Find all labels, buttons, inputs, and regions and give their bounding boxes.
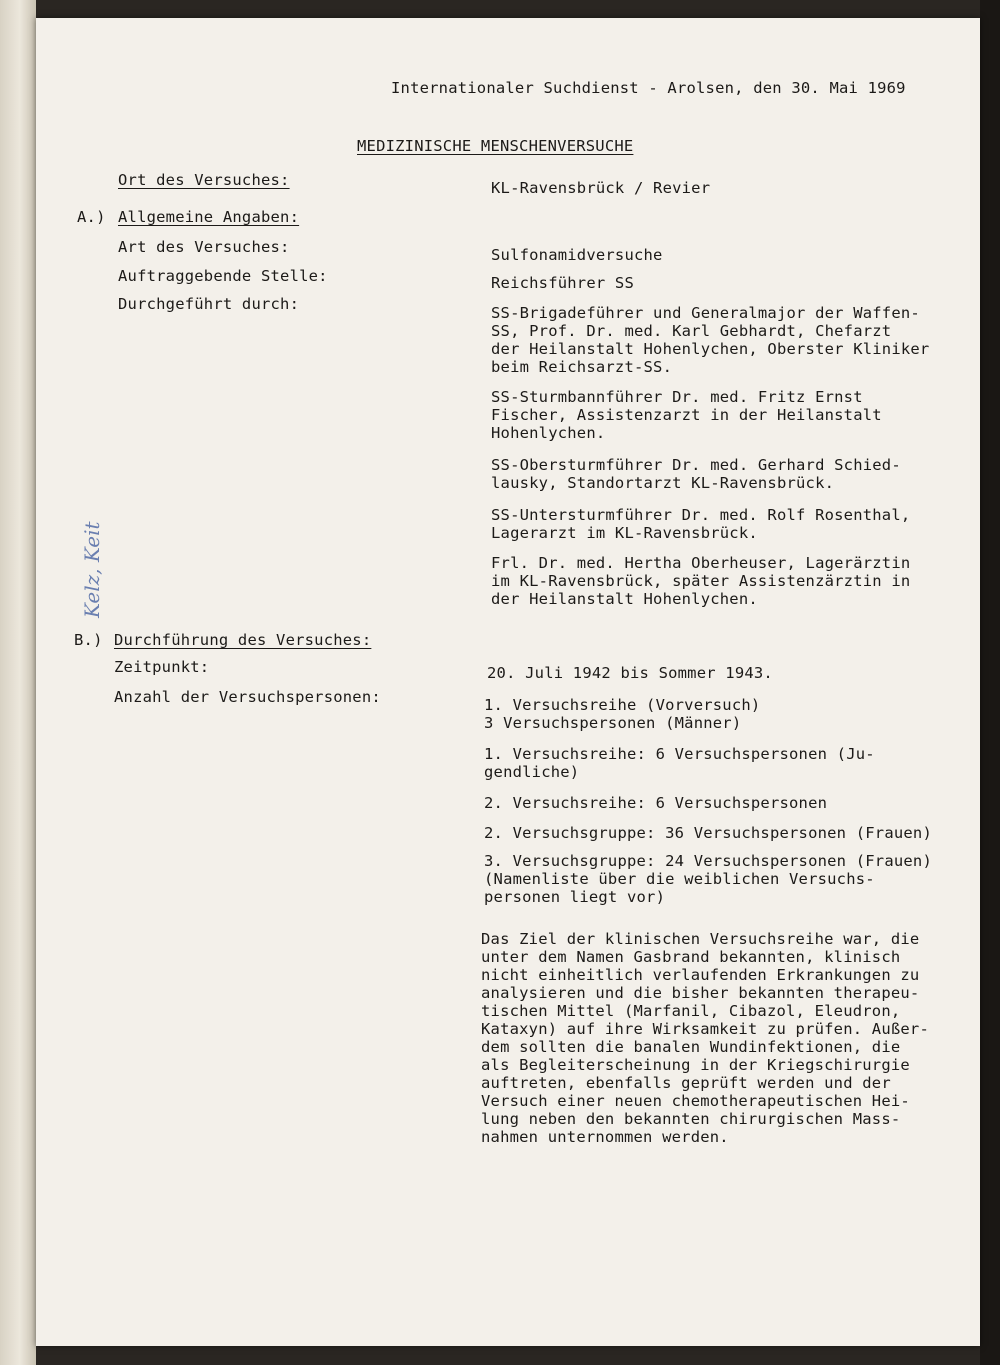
text-line: auftreten, ebenfalls geprüft werden und der (481, 1074, 891, 1092)
text-line: Kataxyn) auf ihre Wirksamkeit zu prüfen. Außer- (481, 1020, 929, 1038)
text-line: (Namenliste über die weiblichen Versuchs- (484, 870, 875, 888)
text-line: lung neben den bekannten chirurgischen Mass- (481, 1110, 901, 1128)
text-line: nicht einheitlich verlaufenden Erkrankungen zu (481, 966, 920, 984)
text-line: SS-Brigadeführer und Generalmajor der Waffen- (491, 304, 920, 322)
text-line: Hohenlychen. (491, 424, 606, 442)
text-line: dem sollten die banalen Wundinfektionen, die (481, 1038, 901, 1056)
section-a-marker: A.) (77, 208, 106, 226)
text-line: der Heilanstalt Hohenlychen, Oberster Kliniker (491, 340, 930, 358)
performed-by-label: Durchgeführt durch: (118, 295, 300, 313)
text-line: SS-Untersturmführer Dr. med. Rolf Rosenthal, (491, 506, 911, 524)
margin-handwriting: Kelz, Keit (80, 521, 104, 618)
header-org-date: Internationaler Suchdienst - Arolsen, den 30. Mai 1969 (391, 79, 906, 97)
text-line: im KL-Ravensbrück, später Assistenzärztin in (491, 572, 911, 590)
document-title: MEDIZINISCHE MENSCHENVERSUCHE (357, 137, 634, 155)
text-line: SS, Prof. Dr. med. Karl Gebhardt, Chefarzt (491, 322, 892, 340)
text-line: Lagerarzt im KL-Ravensbrück. (491, 524, 758, 542)
location-value: KL-Ravensbrück / Revier (491, 179, 711, 197)
type-label: Art des Versuches: (118, 238, 290, 256)
section-b-heading: Durchführung des Versuches: (114, 631, 372, 649)
text-line: der Heilanstalt Hohenlychen. (491, 590, 758, 608)
section-a-heading: Allgemeine Angaben: (118, 208, 300, 226)
text-line: personen liegt vor) (484, 888, 666, 906)
commissioner-value: Reichsführer SS (491, 274, 634, 292)
text-line: 2. Versuchsreihe: 6 Versuchspersonen (484, 794, 828, 812)
type-value: Sulfonamidversuche (491, 246, 663, 264)
text-line: analysieren und die bisher bekannten therapeu- (481, 984, 920, 1002)
text-line: 1. Versuchsreihe: 6 Versuchspersonen (Ju- (484, 745, 875, 763)
text-line: 3 Versuchspersonen (Männer) (484, 714, 742, 732)
text-line: Fischer, Assistenzarzt in der Heilanstalt (491, 406, 882, 424)
text-line: nahmen unternommen werden. (481, 1128, 729, 1146)
text-line: lausky, Standortarzt KL-Ravensbrück. (491, 474, 835, 492)
time-label: Zeitpunkt: (114, 658, 210, 676)
text-line: 2. Versuchsgruppe: 36 Versuchspersonen (Frauen) (484, 824, 932, 842)
text-line: 3. Versuchsgruppe: 24 Versuchspersonen (Frauen) (484, 852, 932, 870)
section-b-marker: B.) (74, 631, 103, 649)
text-line: als Begleiterscheinung in der Kriegschirurgie (481, 1056, 910, 1074)
text-line: Frl. Dr. med. Hertha Oberheuser, Lagerärztin (491, 554, 911, 572)
text-line: gendliche) (484, 763, 580, 781)
text-line: Versuch einer neuen chemotherapeutischen Hei- (481, 1092, 910, 1110)
count-label: Anzahl der Versuchspersonen: (114, 688, 381, 706)
binding-strip (0, 0, 36, 1365)
text-line: unter dem Namen Gasbrand bekannten, klinisch (481, 948, 901, 966)
text-line: 1. Versuchsreihe (Vorversuch) (484, 696, 761, 714)
commissioner-label: Auftraggebende Stelle: (118, 267, 328, 285)
time-value: 20. Juli 1942 bis Sommer 1943. (487, 664, 773, 682)
text-line: SS-Obersturmführer Dr. med. Gerhard Schied- (491, 456, 901, 474)
location-label: Ort des Versuches: (118, 171, 290, 189)
page-edge (980, 0, 1000, 1365)
text-line: SS-Sturmbannführer Dr. med. Fritz Ernst (491, 388, 863, 406)
text-line: tischen Mittel (Marfanil, Cibazol, Eleudron, (481, 1002, 901, 1020)
text-line: beim Reichsarzt-SS. (491, 358, 673, 376)
text-line: Das Ziel der klinischen Versuchsreihe war, die (481, 930, 920, 948)
